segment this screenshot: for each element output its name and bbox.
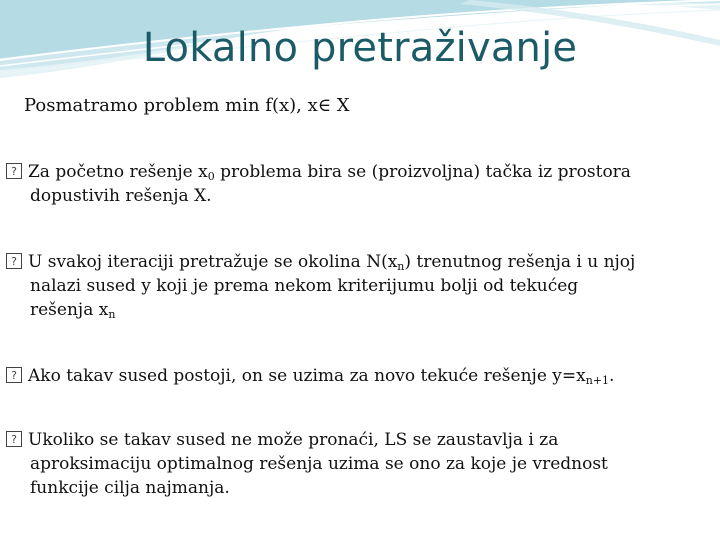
slide-title: Lokalno pretraživanje [142,25,578,71]
bullet-item-iteration: ?U svakoj iteraciji pretražuje se okolina $N(x_n)$ trenutnog rešenja i u njoj nalazi sused y koji je prema nekom kriterijumu bolji od tekućeg rešenja $x_n$ [6,250,706,322]
bullet-item-stop-condition: ?Ukoliko se takav sused ne može pronaći, LS se zaustavlja i za aproksimaciju optimalnog rešenja uzima se ono za koje je vrednost funkcije cilja najmanja. [6,428,706,500]
bullet-item-initial-solution: ?Za početno rešenje $x_0$ problema bira se (proizvoljna) tačka iz prostora dopustivih rešenja X. [6,160,706,208]
bullet-item-neighbor-exists: ?Ako takav sused postoji, on se uzima za novo tekuće rešenje $y=x_{n+1}$. [6,364,706,388]
bullet-placeholder-icon [6,253,22,269]
problem-statement: Posmatramo problem min f(x), x∈ X [24,95,350,116]
bullet-placeholder-icon [6,431,22,447]
bullet-placeholder-icon [6,367,22,383]
bullet-placeholder-icon [6,163,22,179]
